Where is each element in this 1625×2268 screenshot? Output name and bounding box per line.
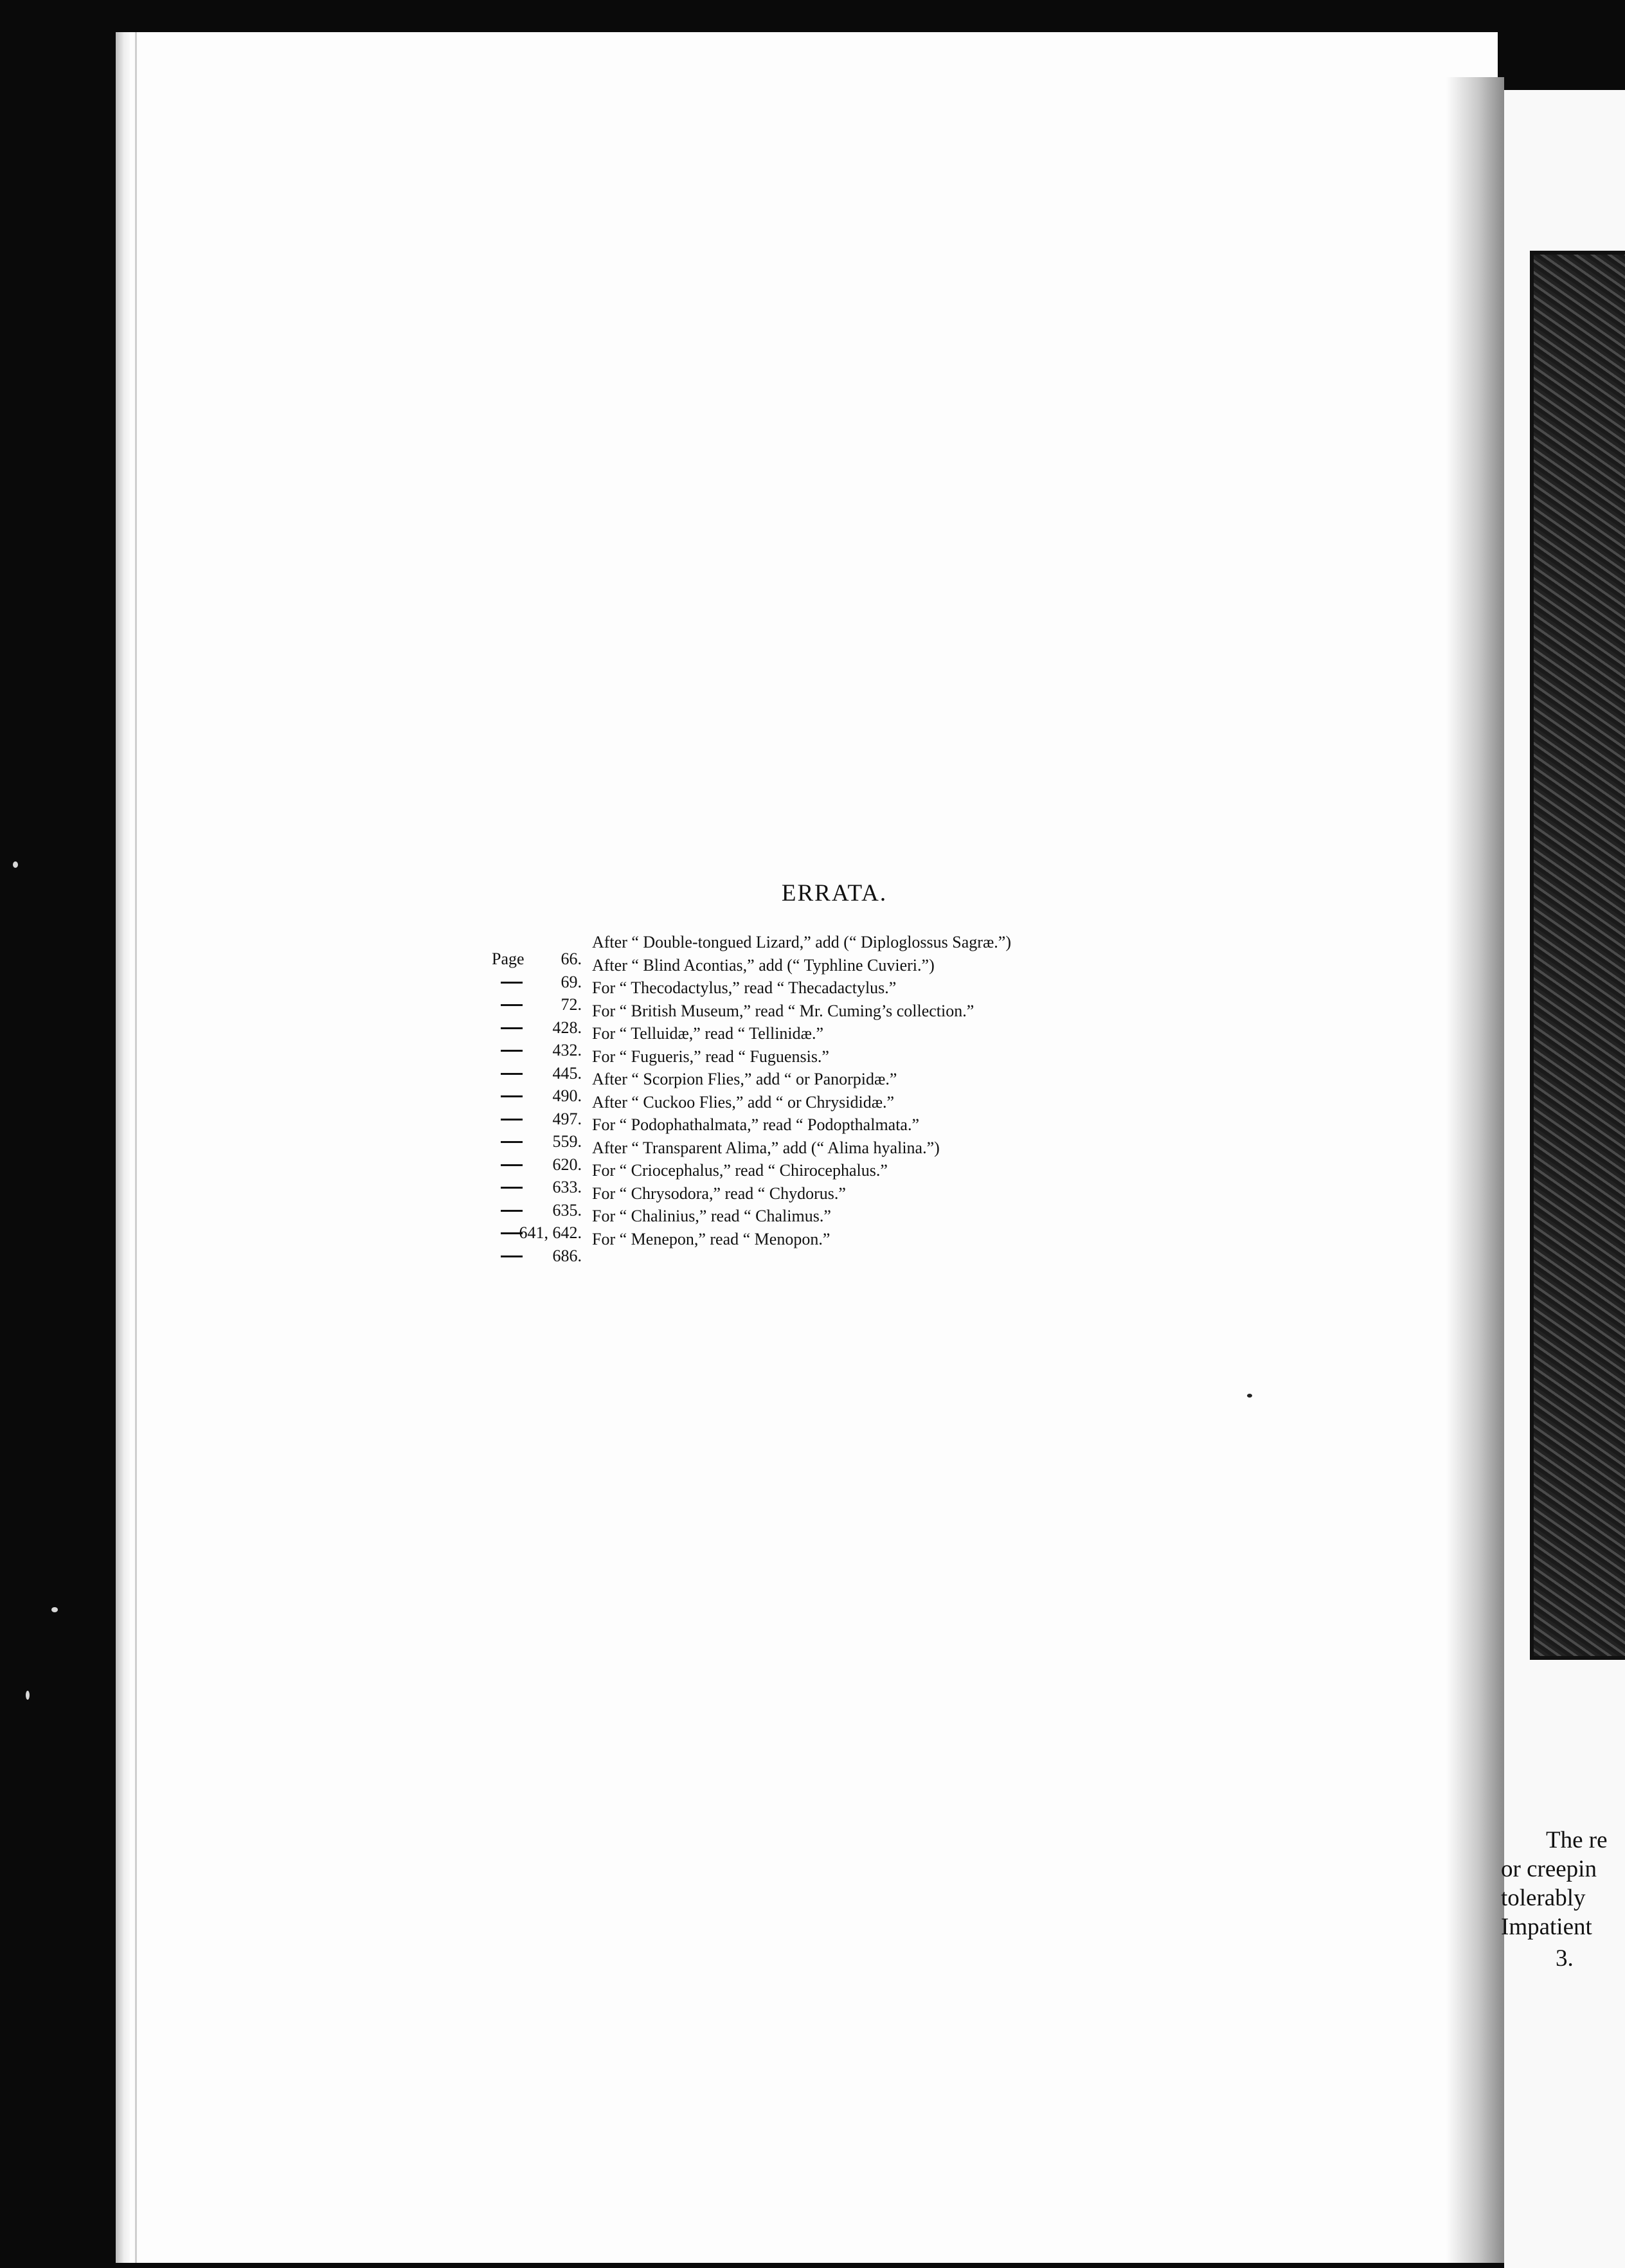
correction-text: For “ Chrysodora,” read “ Chydorus.” xyxy=(592,1184,846,1203)
page-number: 69. xyxy=(561,972,582,991)
facing-page-line: Impatient xyxy=(1501,1914,1592,1940)
correction-text: For “ Thecodactylus,” read “ Thecadactylus.” xyxy=(592,978,897,997)
facing-page-line: tolerably xyxy=(1501,1885,1586,1911)
page-number: 497. xyxy=(552,1109,582,1128)
page-number: 66. xyxy=(561,950,582,968)
scan-speck xyxy=(26,1691,30,1700)
scan-speck xyxy=(13,861,18,868)
correction-text: After “ Cuckoo Flies,” add “ or Chrysididæ.” xyxy=(592,1092,895,1112)
correction-text: For “ Telluidæ,” read “ Tellinidæ.” xyxy=(592,1024,824,1043)
correction-text: After “ Transparent Alima,” add (“ Alima hyalina.”) xyxy=(592,1138,940,1157)
page-number: 559. xyxy=(552,1132,582,1151)
errata-list xyxy=(492,931,1011,1265)
correction-text: After “ Scorpion Flies,” add “ or Panorpidæ.” xyxy=(592,1070,897,1088)
page-number: 445. xyxy=(552,1063,582,1083)
correction-text: For “ Fugueris,” read “ Fuguensis.” xyxy=(592,1047,829,1066)
page-number: 428. xyxy=(552,1018,582,1037)
facing-page-line: 3. xyxy=(1556,1945,1574,1972)
scan-speck xyxy=(1247,1394,1252,1398)
page-number: 72. xyxy=(561,995,582,1014)
correction-text: For “ Criocephalus,” read “ Chirocephalus.” xyxy=(592,1161,888,1180)
errata-entry xyxy=(492,1228,1011,1265)
page-number: 641, 642. xyxy=(519,1223,582,1242)
page-fold-shadow xyxy=(1446,77,1504,2263)
page-number: 686. xyxy=(552,1246,582,1265)
correction-text: For “ Chalinius,” read “ Chalimus.” xyxy=(592,1207,831,1225)
binding-edge xyxy=(116,32,130,2263)
page-number: 620. xyxy=(552,1155,582,1174)
errata-title: ERRATA. xyxy=(781,880,888,906)
correction-text: After “ Double-tongued Lizard,” add (“ Diploglossus Sagræ.”) xyxy=(592,933,1011,951)
correction-text: For “ Menepon,” read “ Menopon.” xyxy=(592,1229,830,1248)
page-number: 635. xyxy=(552,1200,582,1220)
page-label: Page xyxy=(492,950,525,968)
scan-speck xyxy=(51,1607,58,1612)
binding-line xyxy=(135,32,137,2263)
correction-text: After “ Blind Acontias,” add (“ Typhline Cuvieri.”) xyxy=(592,955,935,975)
engraving-plate xyxy=(1530,251,1625,1660)
page-number: 490. xyxy=(552,1086,582,1105)
page-number: 432. xyxy=(552,1041,582,1059)
page-number: 633. xyxy=(552,1178,582,1196)
facing-page-line: or creepin xyxy=(1501,1856,1597,1882)
facing-page-line: The re xyxy=(1546,1827,1608,1853)
correction-text: For “ British Museum,” read “ Mr. Cuming’s collection.” xyxy=(592,1001,974,1020)
correction-text: For “ Podophathalmata,” read “ Podopthalmata.” xyxy=(592,1115,920,1134)
